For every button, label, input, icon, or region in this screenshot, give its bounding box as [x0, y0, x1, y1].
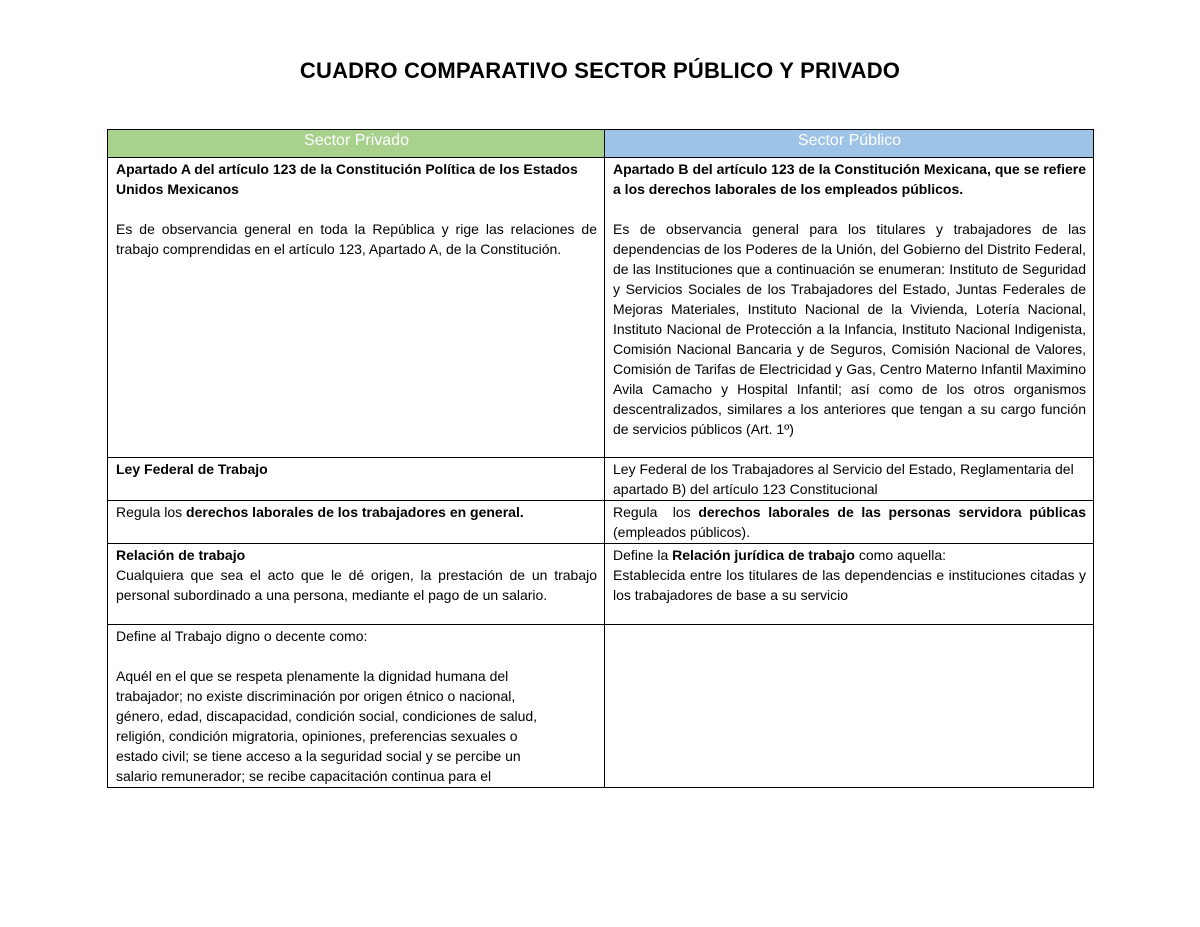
cell-private-ley: [108, 458, 605, 501]
cell-title: Apartado A del artículo 123 de la Constitución Política de los Estados Unidos Mexicanos: [116, 161, 578, 197]
cell-body: Aquél en el que se respeta plenamente la dignidad humana del trabajador; no existe discriminación por origen étnico o nacional, género, edad, discapacidad, condición social, condiciones de salud, religión, condición migratoria, opiniones, preferencias sexuales o estado civil; se tiene acceso a la seguridad social y se percibe un salario remunerador; se recibe capacitación continua para el: [116, 668, 538, 784]
cell-private-trabajo-digno: [108, 625, 605, 788]
cell-body: Es de observancia general para los titulares y trabajadores de las dependencias de los Poderes de la Unión, del Gobierno del Distrito Federal, de las Instituciones que a continuación se enumeran: Instituto de Seguridad y Servicios Sociales de los Trabajadores del Estado, Juntas Federales de Mejoras Materiales, Instituto Nacional de la Vivienda, Lotería Nacional, Instituto Nacional de Protección a la Infancia, Instituto Nacional Indigenista, Comisión Nacional Bancaria y de Seguros, Comisión Nacional de Valores, Comisión de Tarifas de Electricidad y Gas, Centro Materno Infantil Maximino Avila Camacho y Hospital Infantil; así como de los otros organismos descentralizados, similares a los anteriores que tengan a su cargo función de servicios públicos (Art. 1º): [613, 221, 1086, 437]
cell-text: como aquella:: [854, 547, 947, 563]
cell-public-relacion: [605, 544, 1094, 625]
cell-title: Apartado B del artículo 123 de la Constitución Mexicana, que se refiere a los derechos laborales de los empleados públicos.: [613, 161, 1086, 197]
cell-emphasis: derechos laborales de las personas servidora públicas: [698, 504, 1086, 520]
cell-body: Ley Federal de los Trabajadores al Servicio del Estado, Reglamentaria del apartado B) del artículo 123 Constitucional: [613, 461, 1074, 497]
cell-public-apartado-b: [605, 158, 1094, 458]
cell-private-regula: [108, 501, 605, 544]
cell-public-ley: [605, 458, 1094, 501]
table-row: [108, 501, 1094, 544]
cell-emphasis: derechos laborales de los trabajadores en general.: [186, 504, 524, 520]
cell-text: Regula los: [116, 504, 187, 520]
header-sector-publico: Sector Público: [605, 130, 1094, 158]
comparison-table: [107, 129, 1094, 788]
cell-public-empty: [605, 625, 1094, 788]
cell-text: Regula los: [613, 504, 699, 520]
header-sector-privado: Sector Privado: [108, 130, 605, 158]
cell-intro: Define al Trabajo digno o decente como:: [116, 628, 368, 644]
cell-title: Relación de trabajo: [116, 547, 246, 563]
cell-body: Es de observancia general en toda la República y rige las relaciones de trabajo comprendidas en el artículo 123, Apartado A, de la Constitución.: [116, 221, 597, 257]
cell-text: Define la: [613, 547, 673, 563]
cell-emphasis: Relación jurídica de trabajo: [672, 547, 855, 563]
cell-public-regula: [605, 501, 1094, 544]
table-header-row: [108, 130, 1094, 158]
table-row: [108, 158, 1094, 458]
table-row: [108, 625, 1094, 788]
table-row: [108, 458, 1094, 501]
cell-text: (empleados públicos).: [613, 524, 750, 540]
cell-title: Ley Federal de Trabajo: [116, 461, 268, 477]
document-title: CUADRO COMPARATIVO SECTOR PÚBLICO Y PRIVADO: [299, 58, 901, 83]
cell-private-relacion: [108, 544, 605, 625]
cell-body: Establecida entre los titulares de las dependencias e instituciones citadas y los trabajadores de base a su servicio: [613, 567, 1086, 603]
cell-private-apartado-a: [108, 158, 605, 458]
cell-body: Cualquiera que sea el acto que le dé origen, la prestación de un trabajo personal subordinado a una persona, mediante el pago de un salario.: [116, 567, 597, 603]
table-row: [108, 544, 1094, 625]
